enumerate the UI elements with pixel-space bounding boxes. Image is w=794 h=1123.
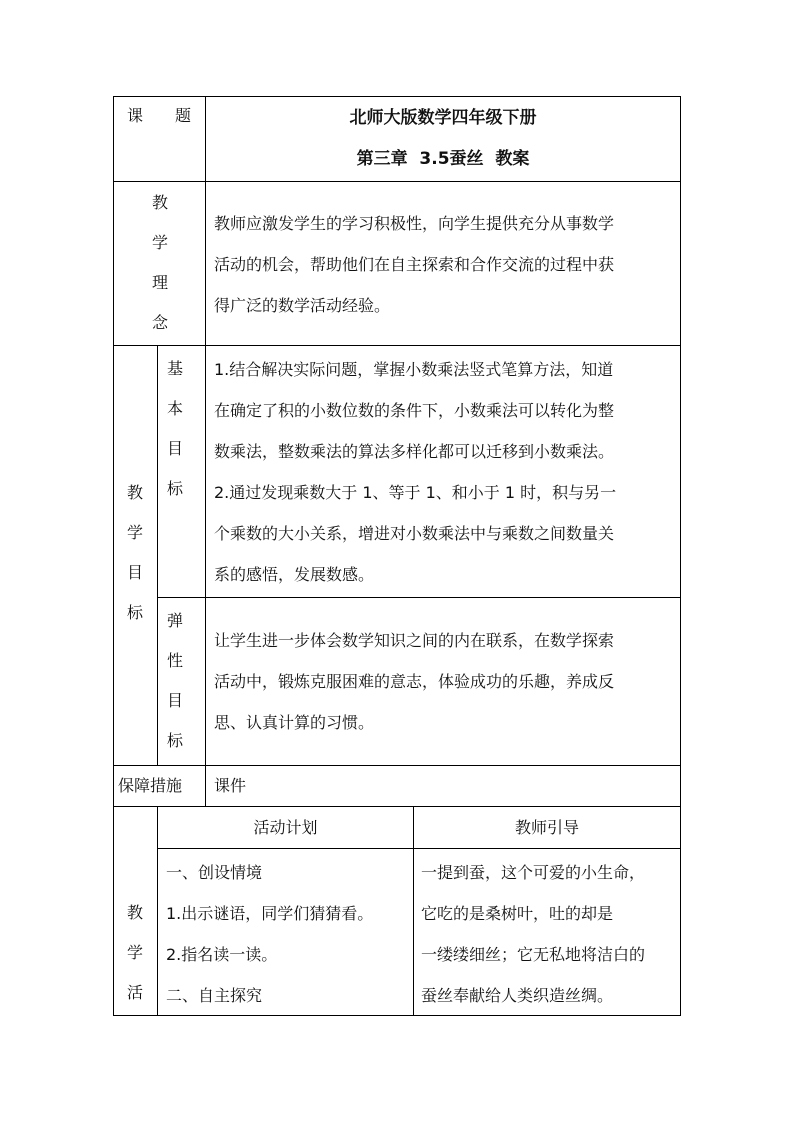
basic-label-char: 标 — [166, 479, 183, 498]
rule-after-objectives — [113, 765, 681, 766]
activity-label-char: 活 — [126, 983, 143, 1002]
activity-plan-line: 一、创设情境 — [166, 863, 263, 882]
basic-label-char: 目 — [166, 439, 183, 458]
rule-right — [680, 96, 681, 1016]
rule-left — [113, 96, 114, 1016]
rule-guarantee-label — [205, 765, 206, 807]
philosophy-label-char: 念 — [151, 313, 168, 332]
objectives-label-char: 标 — [126, 603, 143, 622]
philosophy-text — [214, 203, 614, 326]
rule-activity-header — [157, 848, 681, 849]
flexible-objectives-label — [163, 601, 187, 761]
flexible-label-char: 弹 — [166, 611, 183, 630]
philosophy-label-char: 理 — [151, 273, 168, 292]
philosophy-label — [148, 183, 172, 343]
philosophy-line: 得广泛的数学活动经验。 — [214, 296, 391, 315]
activity-label-char: 学 — [126, 943, 143, 962]
rule-after-philosophy — [113, 345, 681, 346]
flexible-objective-line: 思、认真计算的习惯。 — [214, 713, 375, 732]
teacher-guide-line: 蚕丝奉献给人类织造丝绸。 — [421, 986, 614, 1005]
basic-objectives-text — [214, 349, 616, 595]
teacher-guide-line: 一缕缕细丝；它无私地将洁白的 — [421, 945, 646, 964]
title-row-label: 课 题 — [126, 106, 191, 125]
activity-label — [123, 893, 147, 1013]
philosophy-line: 活动的机会，帮助他们在自主探索和合作交流的过程中获 — [214, 255, 615, 274]
activity-plan-line: 1.出示谜语，同学们猜猜看。 — [166, 904, 374, 923]
flexible-label-char: 目 — [166, 691, 183, 710]
rule-objectives-label — [205, 345, 206, 766]
objectives-label-char: 教 — [126, 483, 143, 502]
rule-basic-flexible — [157, 597, 681, 598]
guarantee-label: 保障措施 — [118, 776, 183, 795]
philosophy-label-char: 教 — [151, 193, 168, 212]
teacher-guide-line: 它吃的是桑树叶，吐的却是 — [421, 904, 614, 923]
philosophy-label-char: 学 — [151, 233, 168, 252]
rule-top — [113, 96, 681, 97]
basic-objective-line: 个乘数的大小关系，增进对小数乘法中与乘数之间数量关 — [214, 524, 615, 543]
rule-after-title — [113, 181, 681, 182]
activity-plan-line: 2.指名读一读。 — [166, 945, 278, 964]
basic-objective-line: 数乘法，整数乘法的算法多样化都可以迁移到小数乘法。 — [214, 442, 615, 461]
basic-objective-line: 在确定了积的小数位数的条件下，小数乘法可以转化为整 — [214, 401, 615, 420]
philosophy-line: 教师应激发学生的学习积极性，向学生提供充分从事数学 — [214, 214, 615, 233]
flexible-objective-line: 活动中，锻炼克服困难的意志，体验成功的乐趣，养成反 — [214, 672, 615, 691]
flexible-objectives-text — [214, 620, 614, 743]
teacher-guide-text — [421, 852, 645, 1016]
basic-objective-line: 2.通过发现乘数大于 1、等于 1、和小于 1 时，积与另一 — [214, 483, 617, 502]
flexible-objective-line: 让学生进一步体会数学知识之间的内在联系，在数学探索 — [214, 631, 615, 650]
activity-plan-header: 活动计划 — [253, 818, 318, 837]
basic-objective-line: 1.结合解决实际问题，掌握小数乘法竖式笔算方法，知道 — [214, 360, 614, 379]
objectives-label-char: 目 — [126, 563, 143, 582]
guarantee-value: 课件 — [214, 776, 247, 795]
document-subtitle: 第三章 3.5蚕丝 教案 — [356, 149, 530, 169]
rule-objectives-inner — [157, 345, 158, 766]
basic-label-char: 基 — [166, 359, 183, 378]
teacher-guide-line: 一提到蚕，这个可爱的小生命， — [421, 863, 646, 882]
activity-plan-line: 二、自主探究 — [166, 986, 263, 1005]
basic-objective-line: 系的感悟，发展数感。 — [214, 565, 375, 584]
flexible-label-char: 标 — [166, 731, 183, 750]
flexible-label-char: 性 — [166, 651, 183, 670]
basic-objectives-label — [163, 349, 187, 509]
rule-after-guarantee — [113, 806, 681, 807]
basic-label-char: 本 — [166, 399, 183, 418]
activity-label-char: 教 — [126, 903, 143, 922]
objectives-label — [123, 473, 147, 633]
activity-plan-text — [166, 852, 373, 1016]
rule-label-col-top — [205, 96, 206, 346]
document-title: 北师大版数学四年级下册 — [349, 108, 537, 128]
objectives-label-char: 学 — [126, 523, 143, 542]
teacher-guide-header: 教师引导 — [514, 818, 579, 837]
